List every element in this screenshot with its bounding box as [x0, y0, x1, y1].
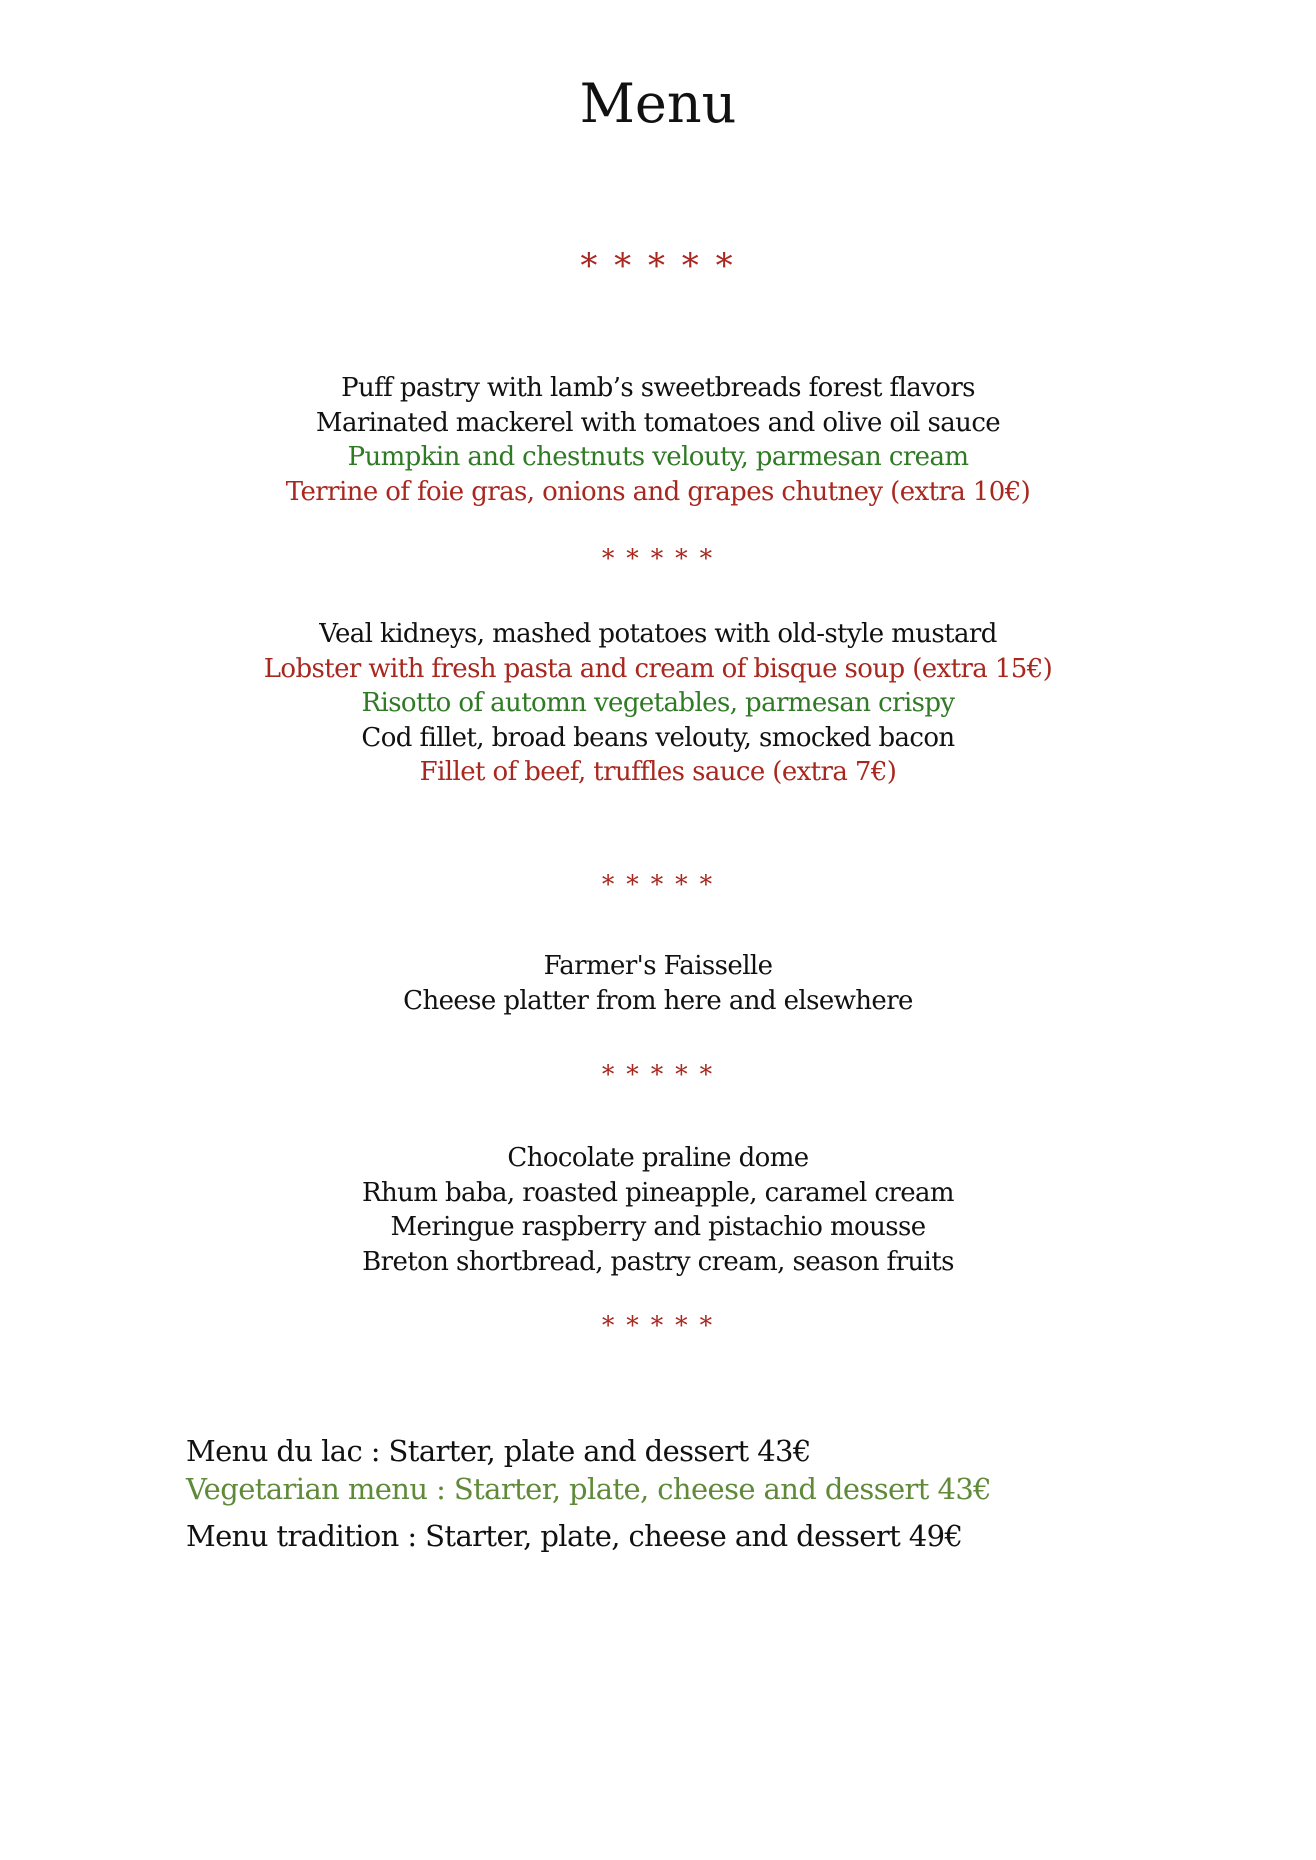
separator-stars: * * * * *: [601, 544, 715, 573]
dessert-item: Breton shortbread, pastry cream, season fruits: [362, 1246, 954, 1277]
starter-item: Puff pastry with lamb’s sweetbreads forest flavors: [341, 373, 975, 403]
formula-vegetarian-menu: Vegetarian menu : Starter, plate, cheese and dessert 43€: [186, 1472, 992, 1506]
dessert-item: Chocolate praline dome: [507, 1143, 809, 1173]
menu-title: Menu: [579, 72, 737, 135]
dessert-item: Meringue raspberry and pistachio mousse: [390, 1212, 926, 1242]
mains-section: [0, 617, 1316, 790]
separator-stars: * * * * *: [601, 870, 715, 899]
separator-stars: * * * * *: [601, 1311, 715, 1340]
desserts-section: [0, 1141, 1316, 1279]
cheese-item: Farmer's Faisselle: [543, 951, 773, 981]
cheese-section: [0, 949, 1316, 1018]
starter-item: Marinated mackerel with tomatoes and olive oil sauce: [315, 407, 1001, 438]
separator-stars: * * * * *: [601, 1060, 715, 1089]
cheese-item: Cheese platter from here and elsewhere: [403, 985, 913, 1016]
main-item: Fillet of beef, truffles sauce (extra 7€): [419, 757, 897, 787]
main-item: Veal kidneys, mashed potatoes with old-style mustard: [319, 619, 997, 649]
starter-item: Pumpkin and chestnuts velouty, parmesan cream: [347, 442, 969, 472]
main-item: Risotto of automn vegetables, parmesan crispy: [361, 688, 955, 718]
starter-item: Terrine of foie gras, onions and grapes chutney (extra 10€): [285, 476, 1031, 507]
starters-section: [0, 371, 1316, 509]
separator-stars: * * * * *: [580, 246, 736, 286]
formula-menu-tradition: Menu tradition : Starter, plate, cheese and dessert 49€: [186, 1519, 963, 1553]
dessert-item: Rhum baba, roasted pineapple, caramel cream: [362, 1177, 954, 1208]
formula-menu-du-lac: Menu du lac : Starter, plate and dessert 43€: [186, 1434, 811, 1468]
main-item: Lobster with fresh pasta and cream of bisque soup (extra 15€): [263, 653, 1053, 684]
main-item: Cod fillet, broad beans velouty, smocked bacon: [361, 722, 955, 753]
